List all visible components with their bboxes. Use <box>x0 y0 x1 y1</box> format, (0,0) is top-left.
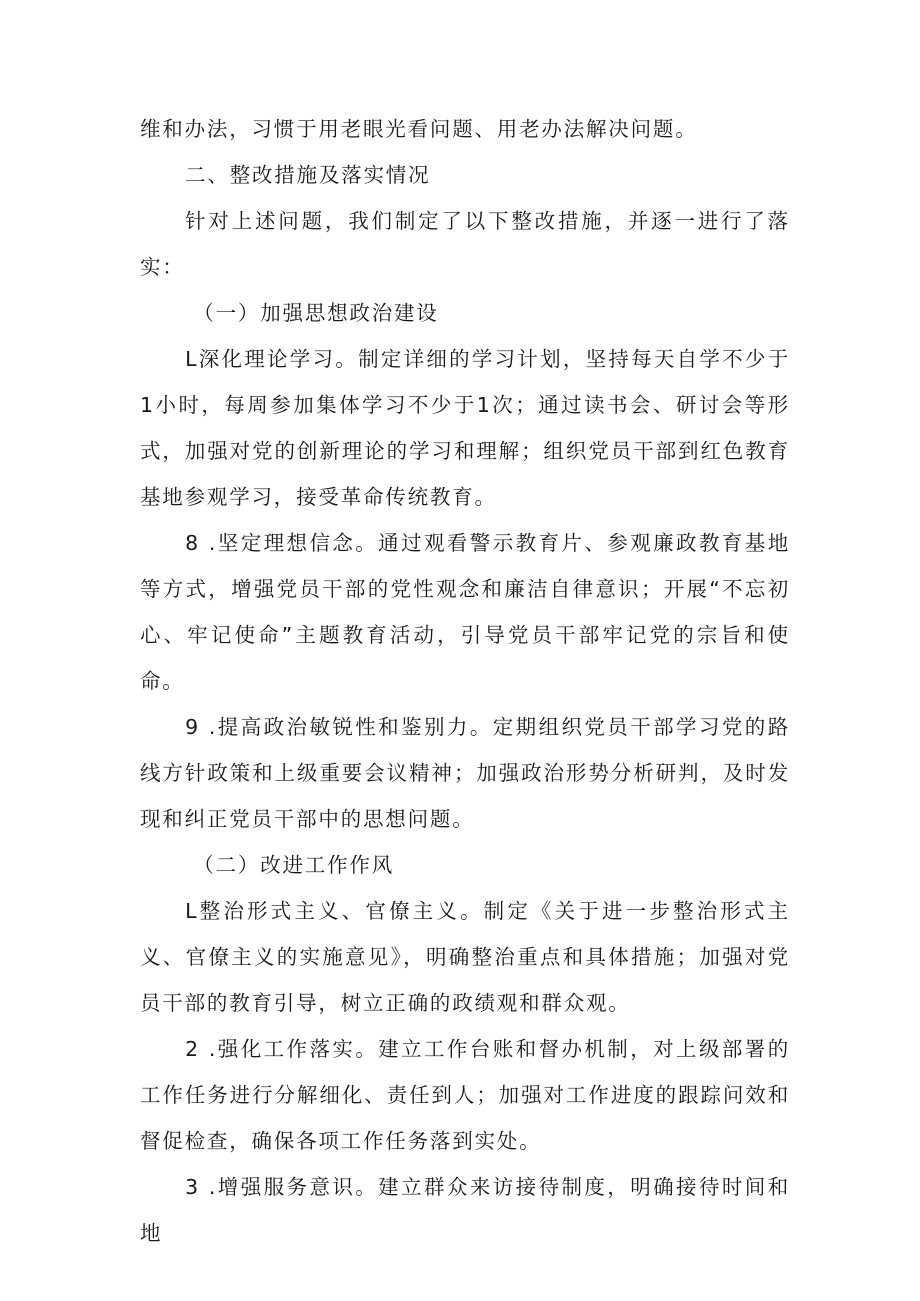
subsection-heading-2: （二）改进工作作风 <box>193 853 394 877</box>
paragraph-intro: 针对上述问题，我们制定了以下整改措施，并逐一进行了落实： <box>140 209 790 279</box>
paragraph-continuation: 维和办法，习惯于用老眼光看问题、用老办法解决问题。 <box>140 117 698 141</box>
paragraph-item-2-3: 3 .增强服务意识。建立群众来访接待制度，明确接待时间和地 <box>140 1175 790 1245</box>
paragraph-item-1-1: L深化理论学习。制定详细的学习计划，坚持每天自学不少于1小时，每周参加集体学习不少于1次；通过读书会、研讨会等形式，加强对党的创新理论的学习和理解；组织党员干部到红色教育基地参观学习，接受革命传统教育。 <box>140 347 790 509</box>
subsection-heading-1: （一）加强思想政治建设 <box>193 301 439 325</box>
section-heading: 二、整改措施及落实情况 <box>185 163 431 187</box>
paragraph-item-1-3: 9 .提高政治敏锐性和鉴别力。定期组织党员干部学习党的路线方针政策和上级重要会议精神；加强政治形势分析研判，及时发现和纠正党员干部中的思想问题。 <box>140 715 790 831</box>
paragraph-item-2-1: L整治形式主义、官僚主义。制定《关于进一步整治形式主义、官僚主义的实施意见》，明确整治重点和具体措施；加强对党员干部的教育引导，树立正确的政绩观和群众观。 <box>140 899 790 1015</box>
document-body <box>140 106 790 1256</box>
paragraph-item-1-2: 8 .坚定理想信念。通过观看警示教育片、参观廉政教育基地等方式，增强党员干部的党性观念和廉洁自律意识；开展“不忘初心、牢记使命”主题教育活动，引导党员干部牢记党的宗旨和使命。 <box>140 531 790 693</box>
paragraph-item-2-2: 2 .强化工作落实。建立工作台账和督办机制，对上级部署的工作任务进行分解细化、责任到人；加强对工作进度的跟踪问效和督促检查，确保各项工作任务落到实处。 <box>140 1037 790 1153</box>
